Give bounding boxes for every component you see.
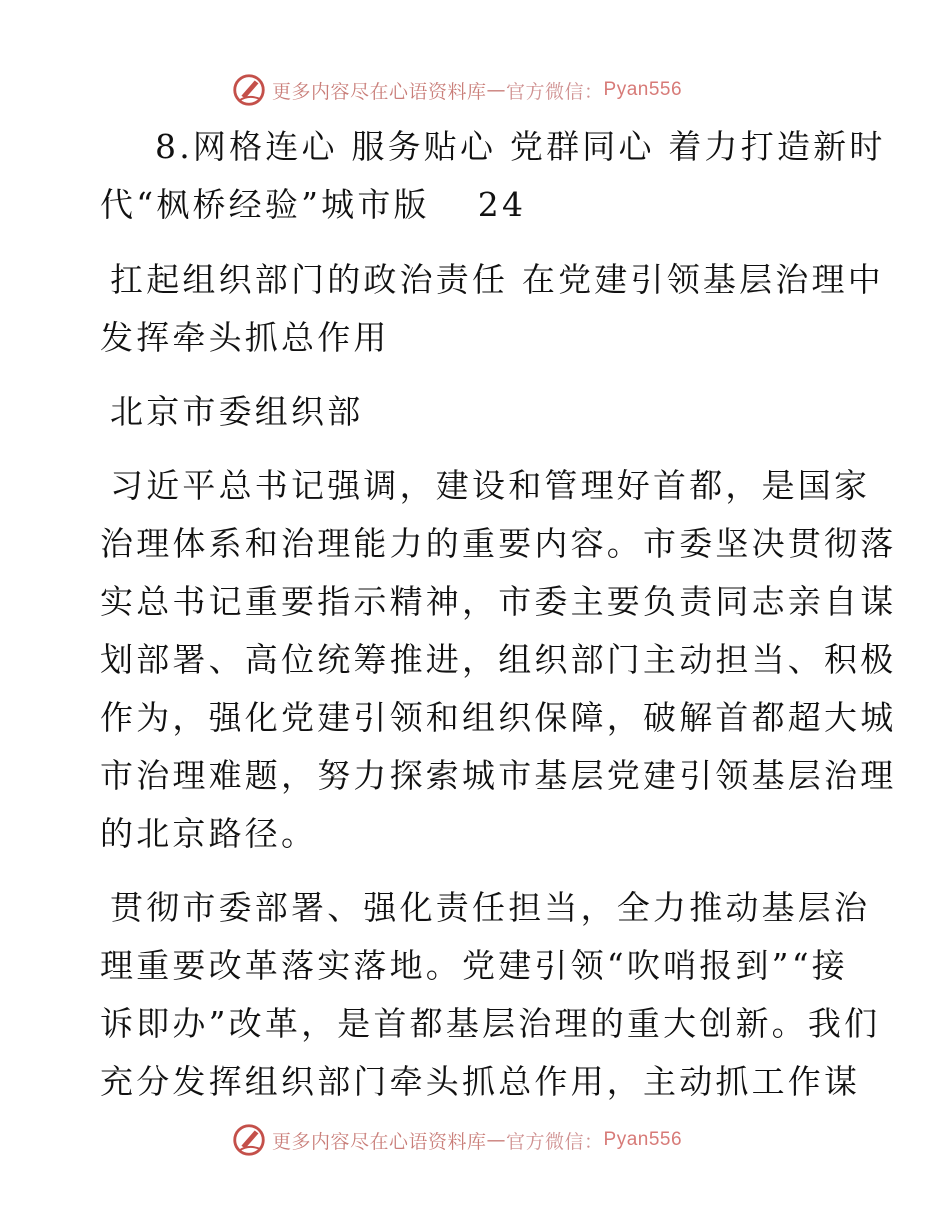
watermark-official-label: 官方微信： xyxy=(506,80,604,103)
paragraph2-line: 充分发挥组织部门牵头抓总作用，主动抓工作谋 xyxy=(100,1062,861,1101)
paragraph1-line: 划部署、高位统筹推进，组织部门主动担当、积极 xyxy=(100,640,897,679)
watermark-wechat-id: Pyan556 xyxy=(603,1129,683,1150)
toc-entry-line1: 8.网格连心 服务贴心 党群同心 着力打造新时 xyxy=(155,127,886,166)
pen-seal-icon xyxy=(230,1121,268,1159)
watermark-text: 更多内容尽在心语资料库 xyxy=(272,1130,487,1153)
pen-seal-icon xyxy=(230,71,268,109)
article-title-line2: 发挥牵头抓总作用 xyxy=(100,318,390,357)
paragraph1-line: 实总书记重要指示精神，市委主要负责同志亲自谋 xyxy=(100,582,897,621)
article-author: 北京市委组织部 xyxy=(110,392,364,431)
watermark-wechat-id: Pyan556 xyxy=(603,79,683,100)
paragraph1-line: 市治理难题，努力探索城市基层党建引领基层治理 xyxy=(100,756,897,795)
paragraph1-line: 的北京路径。 xyxy=(100,814,318,853)
watermark-separator: — xyxy=(486,79,507,101)
watermark-separator: — xyxy=(486,1129,507,1151)
toc-page-number: 24 xyxy=(477,185,527,224)
paragraph2-line: 理重要改革落实落地。党建引领“吹哨报到”“接 xyxy=(100,946,849,985)
header-watermark xyxy=(230,70,682,110)
paragraph1-line: 治理体系和治理能力的重要内容。市委坚决贯彻落 xyxy=(100,524,897,563)
paragraph1-line: 作为，强化党建引领和组织保障，破解首都超大城 xyxy=(100,698,897,737)
watermark-text: 更多内容尽在心语资料库 xyxy=(272,80,487,103)
toc-entry-title-end: 代“枫桥经验”城市版 xyxy=(100,185,430,224)
paragraph1-line: 习近平总书记强调，建设和管理好首都，是国家 xyxy=(110,466,871,505)
paragraph2-line: 贯彻市委部署、强化责任担当，全力推动基层治 xyxy=(110,888,871,927)
footer-watermark xyxy=(230,1120,682,1160)
article-title-line1: 扛起组织部门的政治责任 在党建引领基层治理中 xyxy=(110,260,884,299)
toc-entry-line2 xyxy=(100,176,860,234)
paragraph2-line: 诉即办”改革，是首都基层治理的重大创新。我们 xyxy=(100,1004,881,1043)
watermark-official-label: 官方微信： xyxy=(506,1130,604,1153)
